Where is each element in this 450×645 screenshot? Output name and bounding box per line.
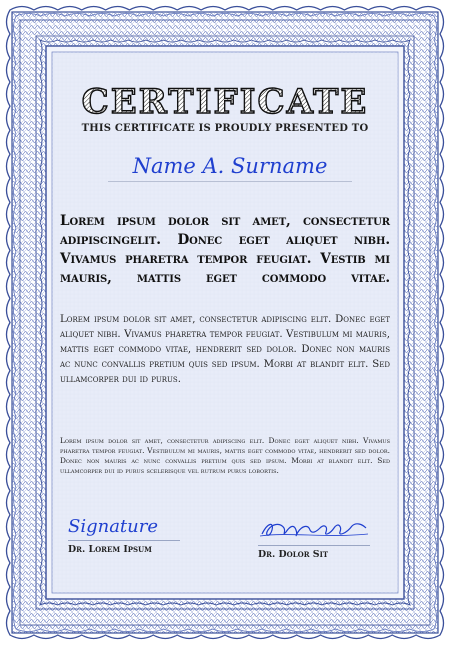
signature-line-right xyxy=(258,545,370,546)
body-paragraph-large: Lorem ipsum dolor sit amet, consectetur adipiscingelit. Donec eget aliquet nibh. Vivamus pharetra tempor feugiat. Vestib mi mauris, mattis eget commodo vitae. xyxy=(60,213,390,286)
signature-line-left xyxy=(68,540,180,541)
certificate-title xyxy=(60,76,390,120)
certificate-content xyxy=(60,66,390,581)
svg-text:CERTIFICATE: CERTIFICATE xyxy=(81,82,369,120)
signer-name-left: Dr. Lorem Ipsum xyxy=(68,544,152,555)
recipient-underline xyxy=(108,181,352,182)
signer-name-right: Dr. Dolor Sit xyxy=(258,549,329,560)
handwritten-signature-right xyxy=(258,516,370,540)
body-paragraph-small: Lorem ipsum dolor sit amet, consectetur adipiscing elit. Donec eget aliquet nibh. Vivamus pharetra tempor feugiat. Vestibulum mi mauris, mattis eget commodo vitae, hendrerit sed dolor. Donec non mauris ac nunc convallis pretium quis sed ipsum. Morbi at blandit elit. Sed ullamcorper dui id purus scelerisque vel rutrum purus lobortis. xyxy=(60,436,390,475)
recipient-name: Name A. Surname xyxy=(132,154,328,178)
signature-block-right xyxy=(258,516,388,560)
presented-to-text: THIS CERTIFICATE IS PROUDLY PRESENTED TO xyxy=(81,123,369,134)
body-paragraph-medium: Lorem ipsum dolor sit amet, consectetur adipiscing elit. Donec eget aliquet nibh. Vivamus pharetra tempor feugiat. Vestibulum mi mauris, mattis eget commodo vitae, hendrerit sed dolor. Donec non mauris ac nunc convallis pretium quis sed ipsum. Morbi at blandit elit. Sed ullamcorper dui id purus. xyxy=(60,314,390,385)
signature-block-left xyxy=(68,516,198,555)
signature-script-left: Signature xyxy=(68,516,159,537)
